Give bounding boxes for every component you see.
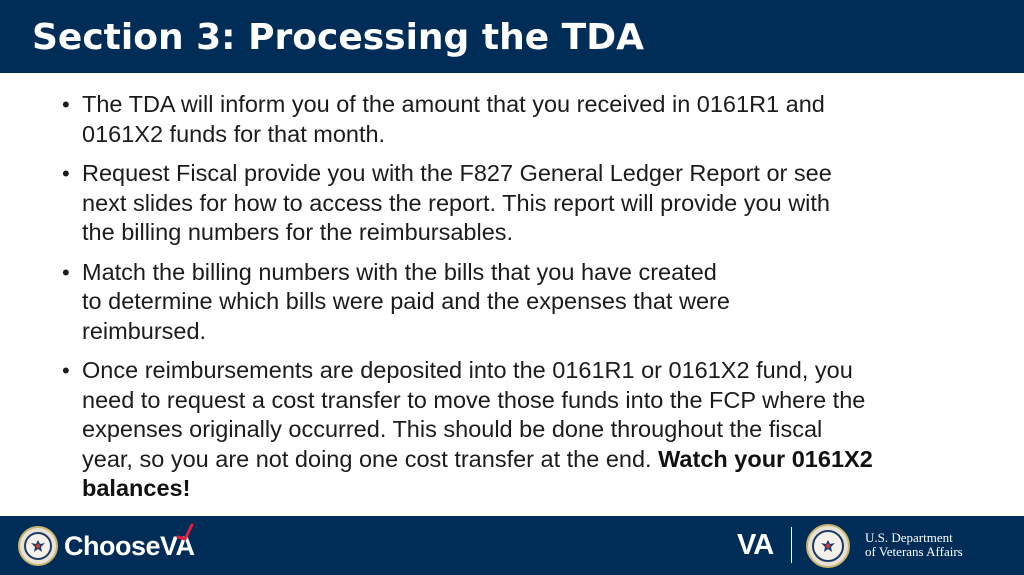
bullet-line: • The TDA will inform you of the amount that you received in 0161R1 and [82, 91, 825, 117]
title-bar [0, 0, 1024, 73]
bullet-item-3 [62, 258, 942, 347]
bullet-line [82, 445, 942, 475]
bullet-line: 0161X2 funds for that month. [82, 120, 386, 147]
bullet-line: • Match the billing numbers with the bills that you have created [82, 258, 717, 285]
bullet-line: to determine which bills were paid and the expenses that were [82, 288, 730, 314]
department-line-2: of Veterans Affairs [865, 544, 963, 559]
bullet-item-1 [62, 90, 942, 149]
eagle-icon [820, 538, 836, 554]
bullet-text-regular: year, so you are not doing one cost transfer at the end. [82, 445, 659, 472]
bullet-line: • Request Fiscal provide you with the F827 General Ledger Report or see [82, 160, 832, 186]
department-line-1: U.S. Department [865, 530, 953, 545]
bullet-text-bold-final: balances! [82, 475, 191, 501]
bullet-line: expenses originally occurred. This should be done throughout the fiscal [82, 416, 823, 442]
check-accent-icon [176, 523, 194, 541]
bullet-item-2 [62, 159, 942, 248]
footer-divider [791, 527, 792, 563]
eagle-icon [30, 538, 46, 554]
bullet-item-4 [62, 356, 942, 504]
bullet-line: need to request a cost transfer to move those funds into the FCP where the [82, 386, 866, 413]
bullet-line: next slides for how to access the report. This report will provide you with [82, 189, 830, 216]
bullet-list [62, 90, 942, 514]
choose-logo-va: VA [160, 531, 195, 561]
bullet-line: reimbursed. [82, 317, 207, 344]
slide-title: Section 3: Processing the TDA [32, 17, 644, 58]
bullet-text-bold: Watch your 0161X2 [658, 445, 873, 472]
department-name [865, 531, 963, 559]
va-seal-icon [806, 524, 850, 568]
choose-logo-text: Choose [64, 531, 161, 561]
bullet-line: • Once reimbursements are deposited into the 0161R1 or 0161X2 fund, you [82, 357, 853, 383]
va-seal-icon [18, 526, 58, 566]
va-wordmark: VA [737, 529, 774, 561]
bullet-line: the billing numbers for the reimbursables. [82, 219, 514, 245]
choose-va-logo [64, 529, 195, 563]
